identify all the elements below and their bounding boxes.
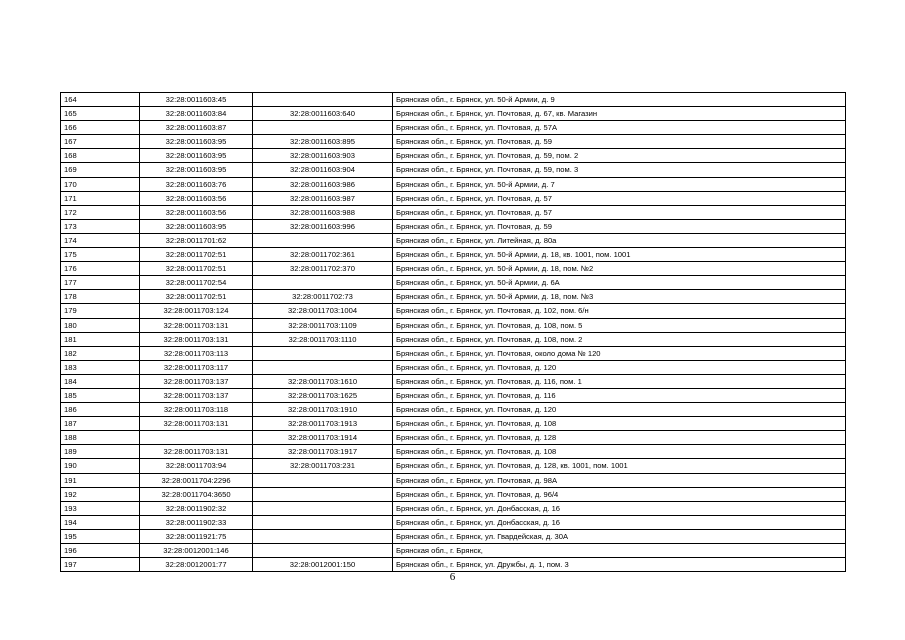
- object-cadastral-number-cell: 32:28:0011603:895: [253, 135, 393, 149]
- row-number-cell: 191: [61, 473, 140, 487]
- address-cell: Брянская обл., г. Брянск, ул. 50-й Армии, д. 18, пом. №2: [393, 262, 846, 276]
- address-cell: Брянская обл., г. Брянск, ул. Почтовая, д. 116: [393, 388, 846, 402]
- object-cadastral-number-cell: [253, 487, 393, 501]
- object-cadastral-number-cell: 32:28:0011702:361: [253, 248, 393, 262]
- row-number-cell: 192: [61, 487, 140, 501]
- object-cadastral-number-cell: 32:28:0011703:1914: [253, 431, 393, 445]
- parcel-cadastral-number-cell: 32:28:0011704:3650: [140, 487, 253, 501]
- address-cell: Брянская обл., г. Брянск, ул. Почтовая, д. 59, пом. 2: [393, 149, 846, 163]
- object-cadastral-number-cell: 32:28:0011603:996: [253, 219, 393, 233]
- address-cell: Брянская обл., г. Брянск, ул. Почтовая, д. 98А: [393, 473, 846, 487]
- row-number-cell: 180: [61, 318, 140, 332]
- object-cadastral-number-cell: 32:28:0011703:1910: [253, 403, 393, 417]
- address-cell: Брянская обл., г. Брянск, ул. Почтовая, д. 108: [393, 445, 846, 459]
- table-row: [61, 318, 846, 332]
- row-number-cell: 194: [61, 515, 140, 529]
- row-number-cell: 188: [61, 431, 140, 445]
- table-row: [61, 163, 846, 177]
- row-number-cell: 186: [61, 403, 140, 417]
- row-number-cell: 195: [61, 529, 140, 543]
- row-number-cell: 164: [61, 93, 140, 107]
- address-cell: Брянская обл., г. Брянск, ул. Почтовая, д. 102, пом. 6/н: [393, 304, 846, 318]
- table-row: [61, 107, 846, 121]
- table-row: [61, 219, 846, 233]
- object-cadastral-number-cell: 32:28:0011702:370: [253, 262, 393, 276]
- parcel-cadastral-number-cell: 32:28:0011702:51: [140, 248, 253, 262]
- row-number-cell: 181: [61, 332, 140, 346]
- row-number-cell: 165: [61, 107, 140, 121]
- address-cell: Брянская обл., г. Брянск, ул. Донбасская, д. 16: [393, 515, 846, 529]
- address-cell: Брянская обл., г. Брянск, ул. 50-й Армии, д. 7: [393, 177, 846, 191]
- table-row: [61, 501, 846, 515]
- parcel-cadastral-number-cell: 32:28:0011603:45: [140, 93, 253, 107]
- object-cadastral-number-cell: [253, 233, 393, 247]
- address-cell: Брянская обл., г. Брянск, ул. Гвардейская, д. 30А: [393, 529, 846, 543]
- table-row: [61, 248, 846, 262]
- parcel-cadastral-number-cell: 32:28:0011702:51: [140, 290, 253, 304]
- table-row: [61, 262, 846, 276]
- address-cell: Брянская обл., г. Брянск, ул. Почтовая, д. 59: [393, 219, 846, 233]
- table-row: [61, 529, 846, 543]
- object-cadastral-number-cell: 32:28:0011603:640: [253, 107, 393, 121]
- object-cadastral-number-cell: 32:28:0011703:231: [253, 459, 393, 473]
- row-number-cell: 166: [61, 121, 140, 135]
- object-cadastral-number-cell: [253, 121, 393, 135]
- address-cell: Брянская обл., г. Брянск, ул. Почтовая, д. 128, кв. 1001, пом. 1001: [393, 459, 846, 473]
- table-row: [61, 417, 846, 431]
- address-cell: Брянская обл., г. Брянск, ул. Литейная, д. 80а: [393, 233, 846, 247]
- object-cadastral-number-cell: 32:28:0011703:1913: [253, 417, 393, 431]
- table-row: [61, 290, 846, 304]
- parcel-cadastral-number-cell: 32:28:0011701:62: [140, 233, 253, 247]
- object-cadastral-number-cell: 32:28:0011603:904: [253, 163, 393, 177]
- address-cell: Брянская обл., г. Брянск, ул. Почтовая, д. 57: [393, 205, 846, 219]
- object-cadastral-number-cell: 32:28:0011603:986: [253, 177, 393, 191]
- row-number-cell: 193: [61, 501, 140, 515]
- parcel-cadastral-number-cell: 32:28:0011703:117: [140, 360, 253, 374]
- object-cadastral-number-cell: [253, 93, 393, 107]
- parcel-cadastral-number-cell: 32:28:0011703:124: [140, 304, 253, 318]
- parcel-cadastral-number-cell: 32:28:0011603:95: [140, 163, 253, 177]
- object-cadastral-number-cell: [253, 501, 393, 515]
- table-row: [61, 544, 846, 558]
- table-row: [61, 388, 846, 402]
- table-row: [61, 276, 846, 290]
- parcel-cadastral-number-cell: 32:28:0011703:137: [140, 374, 253, 388]
- parcel-cadastral-number-cell: [140, 431, 253, 445]
- address-cell: Брянская обл., г. Брянск, ул. Почтовая, д. 59, пом. 3: [393, 163, 846, 177]
- address-cell: Брянская обл., г. Брянск, ул. Почтовая, д. 128: [393, 431, 846, 445]
- address-cell: Брянская обл., г. Брянск, ул. Почтовая, д. 57: [393, 191, 846, 205]
- row-number-cell: 190: [61, 459, 140, 473]
- parcel-cadastral-number-cell: 32:28:0011603:76: [140, 177, 253, 191]
- table-row: [61, 360, 846, 374]
- row-number-cell: 187: [61, 417, 140, 431]
- parcel-cadastral-number-cell: 32:28:0011703:131: [140, 318, 253, 332]
- table-row: [61, 205, 846, 219]
- address-cell: Брянская обл., г. Брянск, ул. 50-й Армии, д. 18, кв. 1001, пом. 1001: [393, 248, 846, 262]
- row-number-cell: 196: [61, 544, 140, 558]
- row-number-cell: 175: [61, 248, 140, 262]
- object-cadastral-number-cell: 32:28:0011703:1917: [253, 445, 393, 459]
- table-row: [61, 135, 846, 149]
- row-number-cell: 174: [61, 233, 140, 247]
- parcel-cadastral-number-cell: 32:28:0011603:84: [140, 107, 253, 121]
- parcel-cadastral-number-cell: 32:28:0012001:146: [140, 544, 253, 558]
- object-cadastral-number-cell: 32:28:0011703:1110: [253, 332, 393, 346]
- parcel-cadastral-number-cell: 32:28:0011902:32: [140, 501, 253, 515]
- cadastral-table: [60, 92, 846, 572]
- table-body: [61, 93, 846, 572]
- parcel-cadastral-number-cell: 32:28:0011703:113: [140, 346, 253, 360]
- address-cell: Брянская обл., г. Брянск, ул. Дружбы, д. 1, пом. 3: [393, 558, 846, 572]
- row-number-cell: 182: [61, 346, 140, 360]
- parcel-cadastral-number-cell: 32:28:0012001:77: [140, 558, 253, 572]
- table-row: [61, 149, 846, 163]
- address-cell: Брянская обл., г. Брянск, ул. 50-й Армии, д. 9: [393, 93, 846, 107]
- parcel-cadastral-number-cell: 32:28:0011703:137: [140, 388, 253, 402]
- table-row: [61, 93, 846, 107]
- table-row: [61, 515, 846, 529]
- row-number-cell: 170: [61, 177, 140, 191]
- table-row: [61, 487, 846, 501]
- table-row: [61, 233, 846, 247]
- object-cadastral-number-cell: 32:28:0011603:903: [253, 149, 393, 163]
- parcel-cadastral-number-cell: 32:28:0011603:87: [140, 121, 253, 135]
- row-number-cell: 185: [61, 388, 140, 402]
- parcel-cadastral-number-cell: 32:28:0011603:95: [140, 135, 253, 149]
- table-row: [61, 558, 846, 572]
- parcel-cadastral-number-cell: 32:28:0011703:94: [140, 459, 253, 473]
- parcel-cadastral-number-cell: 32:28:0011703:131: [140, 445, 253, 459]
- table-row: [61, 332, 846, 346]
- table-row: [61, 121, 846, 135]
- table-row: [61, 191, 846, 205]
- object-cadastral-number-cell: [253, 529, 393, 543]
- object-cadastral-number-cell: [253, 473, 393, 487]
- parcel-cadastral-number-cell: 32:28:0011703:131: [140, 417, 253, 431]
- table-row: [61, 177, 846, 191]
- table-row: [61, 431, 846, 445]
- address-cell: Брянская обл., г. Брянск, ул. Почтовая, д. 67, кв. Магазин: [393, 107, 846, 121]
- row-number-cell: 176: [61, 262, 140, 276]
- parcel-cadastral-number-cell: 32:28:0011921:75: [140, 529, 253, 543]
- row-number-cell: 172: [61, 205, 140, 219]
- address-cell: Брянская обл., г. Брянск, ул. 50-й Армии, д. 18, пом. №3: [393, 290, 846, 304]
- row-number-cell: 177: [61, 276, 140, 290]
- address-cell: Брянская обл., г. Брянск, ул. 50-й Армии, д. 6А: [393, 276, 846, 290]
- object-cadastral-number-cell: [253, 360, 393, 374]
- object-cadastral-number-cell: 32:28:0011603:988: [253, 205, 393, 219]
- address-cell: Брянская обл., г. Брянск, ул. Почтовая, около дома № 120: [393, 346, 846, 360]
- address-cell: Брянская обл., г. Брянск, ул. Почтовая, д. 120: [393, 403, 846, 417]
- row-number-cell: 178: [61, 290, 140, 304]
- parcel-cadastral-number-cell: 32:28:0011902:33: [140, 515, 253, 529]
- row-number-cell: 167: [61, 135, 140, 149]
- address-cell: Брянская обл., г. Брянск,: [393, 544, 846, 558]
- object-cadastral-number-cell: [253, 276, 393, 290]
- parcel-cadastral-number-cell: 32:28:0011603:56: [140, 191, 253, 205]
- table-row: [61, 374, 846, 388]
- parcel-cadastral-number-cell: 32:28:0011603:95: [140, 219, 253, 233]
- parcel-cadastral-number-cell: 32:28:0011603:95: [140, 149, 253, 163]
- parcel-cadastral-number-cell: 32:28:0011702:51: [140, 262, 253, 276]
- row-number-cell: 171: [61, 191, 140, 205]
- address-cell: Брянская обл., г. Брянск, ул. Почтовая, д. 57А: [393, 121, 846, 135]
- parcel-cadastral-number-cell: 32:28:0011702:54: [140, 276, 253, 290]
- object-cadastral-number-cell: 32:28:0011703:1004: [253, 304, 393, 318]
- address-cell: Брянская обл., г. Брянск, ул. Почтовая, д. 96/4: [393, 487, 846, 501]
- row-number-cell: 173: [61, 219, 140, 233]
- row-number-cell: 183: [61, 360, 140, 374]
- address-cell: Брянская обл., г. Брянск, ул. Почтовая, д. 116, пом. 1: [393, 374, 846, 388]
- parcel-cadastral-number-cell: 32:28:0011704:2296: [140, 473, 253, 487]
- table-row: [61, 445, 846, 459]
- object-cadastral-number-cell: [253, 346, 393, 360]
- parcel-cadastral-number-cell: 32:28:0011703:118: [140, 403, 253, 417]
- table-row: [61, 403, 846, 417]
- object-cadastral-number-cell: 32:28:0012001:150: [253, 558, 393, 572]
- object-cadastral-number-cell: [253, 544, 393, 558]
- address-cell: Брянская обл., г. Брянск, ул. Почтовая, д. 108: [393, 417, 846, 431]
- object-cadastral-number-cell: 32:28:0011603:987: [253, 191, 393, 205]
- parcel-cadastral-number-cell: 32:28:0011603:56: [140, 205, 253, 219]
- row-number-cell: 179: [61, 304, 140, 318]
- address-cell: Брянская обл., г. Брянск, ул. Почтовая, д. 108, пом. 2: [393, 332, 846, 346]
- table-row: [61, 459, 846, 473]
- object-cadastral-number-cell: 32:28:0011702:73: [253, 290, 393, 304]
- row-number-cell: 168: [61, 149, 140, 163]
- row-number-cell: 169: [61, 163, 140, 177]
- table-row: [61, 346, 846, 360]
- row-number-cell: 184: [61, 374, 140, 388]
- address-cell: Брянская обл., г. Брянск, ул. Почтовая, д. 108, пом. 5: [393, 318, 846, 332]
- address-cell: Брянская обл., г. Брянск, ул. Почтовая, д. 59: [393, 135, 846, 149]
- table-row: [61, 304, 846, 318]
- page-number: 6: [449, 571, 456, 583]
- parcel-cadastral-number-cell: 32:28:0011703:131: [140, 332, 253, 346]
- object-cadastral-number-cell: 32:28:0011703:1109: [253, 318, 393, 332]
- object-cadastral-number-cell: 32:28:0011703:1610: [253, 374, 393, 388]
- address-cell: Брянская обл., г. Брянск, ул. Почтовая, д. 120: [393, 360, 846, 374]
- object-cadastral-number-cell: 32:28:0011703:1625: [253, 388, 393, 402]
- row-number-cell: 189: [61, 445, 140, 459]
- table-row: [61, 473, 846, 487]
- row-number-cell: 197: [61, 558, 140, 572]
- object-cadastral-number-cell: [253, 515, 393, 529]
- address-cell: Брянская обл., г. Брянск, ул. Донбасская, д. 16: [393, 501, 846, 515]
